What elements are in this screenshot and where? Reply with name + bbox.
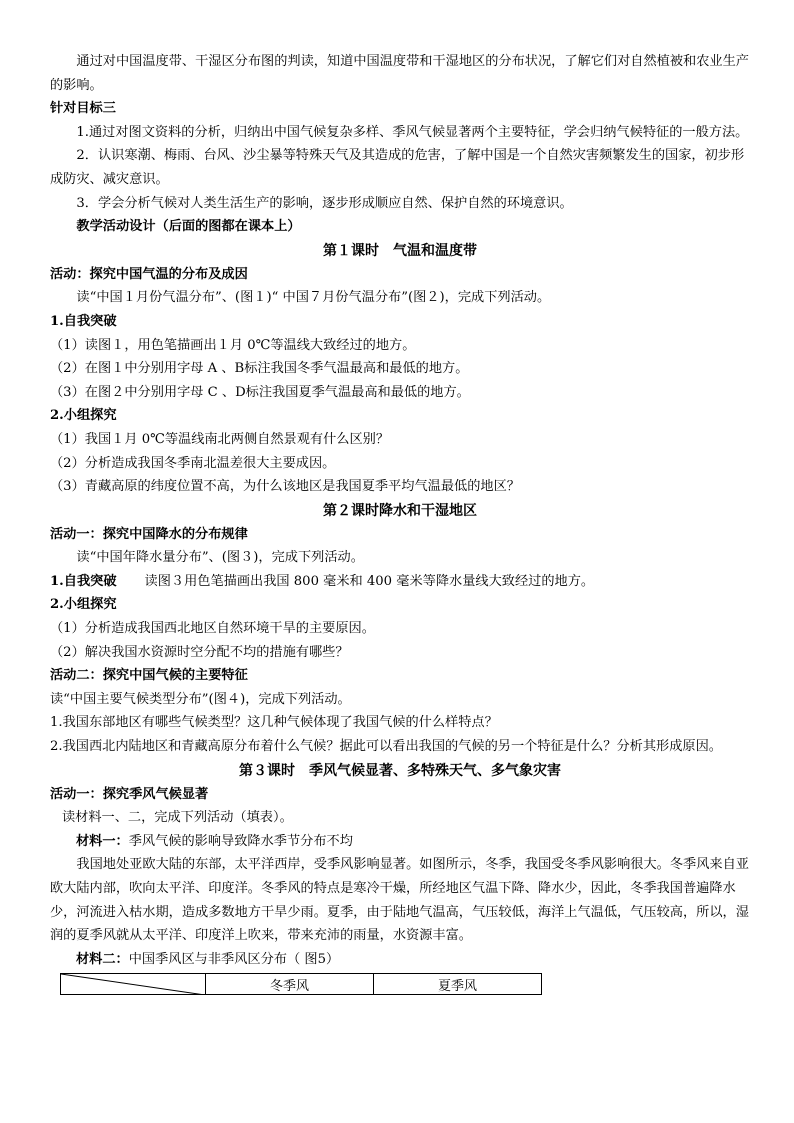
design-heading: 教学活动设计（后面的图都在课本上） [76, 219, 301, 235]
goal3-item-3: 3．学会分析气候对人类生活生产的影响，逐步形成顺应自然、保护自然的环境意识。 [76, 195, 573, 211]
goal3-item-1: 1.通过对图文资料的分析，归纳出中国气候复杂多样、季风气候显著两个主要特征，学会归纳气候特征的一般方法。 [76, 124, 749, 140]
material1-heading-row [50, 830, 750, 854]
lesson1-group-item-2: （2）分析造成我国冬季南北温差很大主要成因。 [50, 455, 336, 471]
lesson2-read1: 读“中国年降水量分布”、(图３)，完成下列活动。 [76, 550, 364, 566]
lesson1-activity: 活动：探究中国气温的分布及成因 [50, 266, 248, 282]
lesson3-read: 读材料一、二，完成下列活动（填表）。 [62, 810, 293, 826]
lesson2-question-1: 1.我国东部地区有哪些气候类型？这几种气候体现了我国气候的什么样特点？ [50, 715, 498, 731]
material1-label: 材料一： [76, 833, 129, 849]
material2-title: 中国季风区与非季风区分布（ 图5） [128, 951, 340, 967]
lesson2-group-title: 2.小组探究 [50, 597, 117, 613]
lesson1-self-title: 1.自我突破 [50, 313, 117, 329]
lesson2-activity1: 活动一：探究中国降水的分布规律 [50, 526, 248, 542]
lesson2-self-title: 1.自我突破 [50, 573, 117, 589]
lesson1-group-title: 2.小组探究 [50, 408, 117, 424]
lesson1-self-item-3: （3）在图２中分别用字母 C 、D标注我国夏季气温最高和最低的地方。 [50, 384, 470, 400]
lesson2-group-item-1: （1）分析造成我国西北地区自然环境干旱的主要原因。 [50, 621, 375, 637]
lesson2-group-item-2: （2）解决我国水资源时空分配不均的措施有哪些？ [50, 644, 349, 660]
document-page [50, 50, 750, 995]
lesson2-title: 第２课时降水和干湿地区 [323, 502, 477, 519]
lesson2-activity2: 活动二：探究中国气候的主要特征 [50, 668, 248, 684]
lesson1-read: 读“中国１月份气温分布”、(图１)“ 中国７月份气温分布”(图２)，完成下列活动。 [76, 290, 551, 306]
intro-paragraph: 通过对中国温度带、干湿区分布图的判读，知道中国温度带和干湿地区的分布状况，了解它们对自然植被和农业生产的影响。 [50, 54, 749, 93]
diagonal-line [61, 974, 205, 995]
table-header-summer: 夏季风 [374, 974, 542, 995]
lesson2-question-2: 2.我国西北内陆地区和青藏高原分布着什么气候？据此可以看出我国的气候的另一个特征是什么？分析其形成原因。 [50, 739, 722, 755]
goal3-item-2: 2．认识寒潮、梅雨、台风、沙尘暴等特殊天气及其造成的危害，了解中国是一个自然灾害频繁发生的国家，初步形成防灾、减灾意识。 [50, 148, 745, 187]
lesson3-activity1: 活动一：探究季风气候显著 [50, 786, 209, 802]
lesson1-title: 第１课时 气温和温度带 [323, 242, 477, 259]
lesson2-self-row [50, 570, 750, 594]
table-diagonal-cell [61, 974, 206, 995]
monsoon-table [60, 973, 542, 995]
material2-heading-row [50, 948, 750, 972]
lesson1-group-item-1: （1）我国１月 0℃等温线南北两侧自然景观有什么区别？ [50, 431, 390, 447]
lesson1-self-item-2: （2）在图１中分别用字母 A 、B标注我国冬季气温最高和最低的地方。 [50, 361, 469, 377]
material2-label: 材料二： [76, 951, 129, 967]
lesson3-title: 第３课时 季风气候显著、多特殊天气、多气象灾害 [239, 762, 561, 779]
table-row [61, 974, 542, 995]
material1-title: 季风气候的影响导致降水季节分布不均 [128, 833, 353, 849]
table-header-winter: 冬季风 [206, 974, 374, 995]
lesson2-read2: 读“中国主要气候类型分布”(图４)，完成下列活动。 [50, 691, 351, 707]
lesson1-group-item-3: （3）青藏高原的纬度位置不高，为什么该地区是我国夏季平均气温最低的地区？ [50, 479, 520, 495]
goal3-heading: 针对目标三 [50, 101, 116, 117]
lesson1-self-item-1: （1）读图１，用色笔描画出１月 0℃等温线大致经过的地方。 [50, 337, 416, 353]
material1-body: 我国地处亚欧大陆的东部，太平洋西岸，受季风影响显著。如图所示，冬季，我国受冬季风影响很大。冬季风来自亚欧大陆内部，吹向太平洋、印度洋。冬季风的特点是寒冷干燥，所经地区气温下降、降水少，因此，冬季我国普遍降水少，河流进入枯水期，造成多数地方干旱少雨。夏季，由于陆地气温高，气压较低，海洋上气温低，气压较高，所以，湿润的夏季风就从太平洋、印度洋上吹来，带来充沛的雨量，水资源丰富。 [50, 857, 749, 944]
lesson2-self-text: 读图３用色笔描画出我国 800 毫米和 400 毫米等降水量线大致经过的地方。 [144, 573, 595, 589]
